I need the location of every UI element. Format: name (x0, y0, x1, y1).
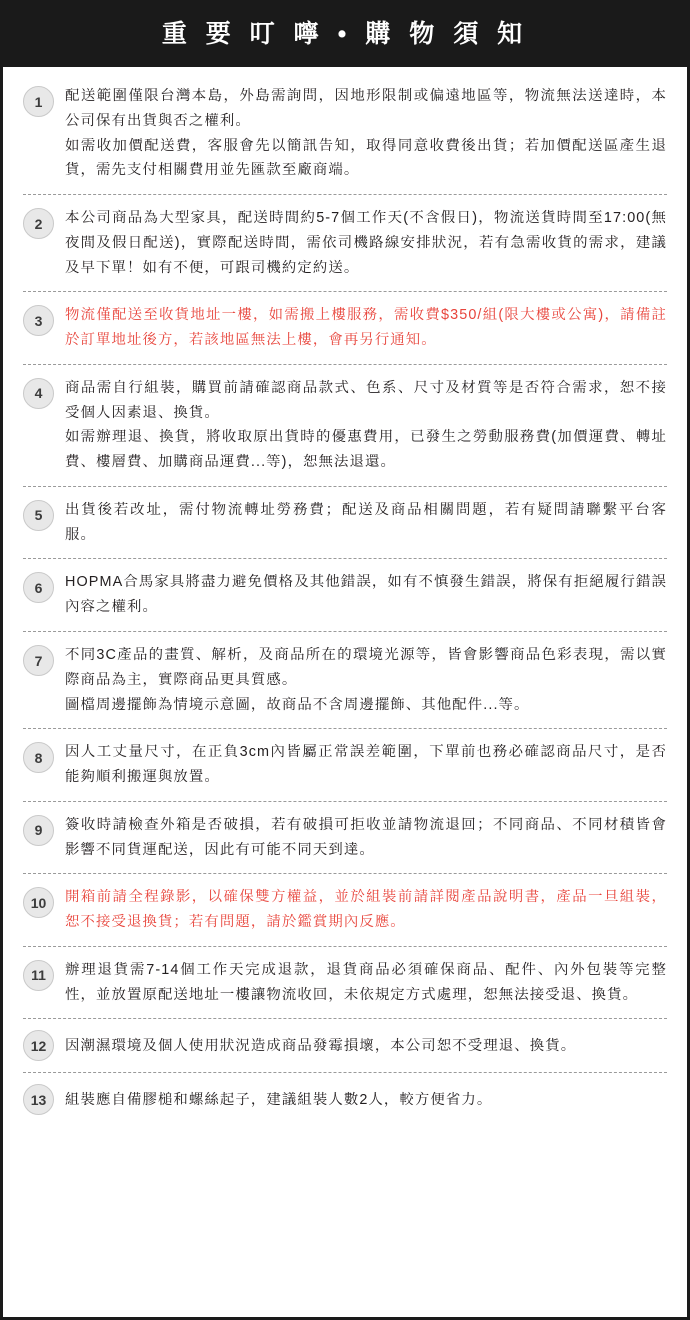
note-line: 簽收時請檢查外箱是否破損，若有破損可拒收並請物流退回；不同商品、不同材積皆會影響不同貨運配送，因此有可能不同天到達。 (65, 816, 667, 858)
note-body (65, 1034, 667, 1059)
note-number-badge: 2 (23, 208, 54, 239)
note-number-badge: 9 (23, 815, 54, 846)
note-line: 出貨後若改址，需付物流轉址勞務費；配送及商品相關問題，若有疑問請聯繫平台客服。 (65, 501, 667, 543)
note-line: 本公司商品為大型家具，配送時間約5-7個工作天(不含假日)，物流送貨時間至17:00(無夜間及假日配送)，實際配送時間，需依司機路線安排狀況，若有急需收貨的需求，建議及早下單！如有不便，可跟司機約定約送。 (65, 210, 667, 276)
note-body (65, 813, 667, 863)
list-item (23, 559, 667, 632)
note-line: 商品需自行組裝，購買前請確認商品款式、色系、尺寸及材質等是否符合需求，恕不接受個人因素退、換貨。 (65, 379, 667, 421)
note-line: 開箱前請全程錄影，以確保雙方權益，並於組裝前請詳閱產品說明書，產品一旦組裝，恕不接受退換貨；若有問題，請於鑑賞期內反應。 (65, 889, 667, 931)
list-item (23, 874, 667, 947)
page-header (3, 3, 687, 67)
note-line: 如需收加價配送費，客服會先以簡訊告知，取得同意收費後出貨；若加價配送區產生退貨，需先支付相關費用並先匯款至廠商端。 (65, 137, 667, 179)
note-number-badge: 13 (23, 1084, 54, 1115)
note-number-badge: 3 (23, 305, 54, 336)
note-line: 物流僅配送至收貨地址一樓，如需搬上樓服務，需收費$350/組(限大樓或公寓)，請備註於訂單地址後方，若該地區無法上樓，會再另行通知。 (65, 307, 667, 349)
note-line: 因潮濕環境及個人使用狀況造成商品發霉損壞，本公司恕不受理退、換貨。 (65, 1037, 577, 1054)
page-title: 重 要 叮 嚀 • 購 物 須 知 (161, 20, 529, 48)
note-number-badge: 12 (23, 1030, 54, 1061)
list-item (23, 729, 667, 802)
note-body (65, 885, 667, 935)
note-line: 圖檔周邊擺飾為情境示意圖，故商品不含周邊擺飾、其他配件...等。 (65, 696, 530, 713)
note-body (65, 84, 667, 183)
note-body (65, 643, 667, 717)
note-number-badge: 10 (23, 887, 54, 918)
list-item (23, 195, 667, 292)
note-line: 不同3C產品的畫質、解析，及商品所在的環境光源等，皆會影響商品色彩表現，需以實際商品為主，實際商品更具質感。 (65, 647, 667, 688)
note-number-badge: 5 (23, 500, 54, 531)
note-number-badge: 6 (23, 572, 54, 603)
list-item (23, 292, 667, 365)
list-item (23, 365, 667, 487)
list-item (23, 1019, 667, 1073)
note-body (65, 303, 667, 353)
note-number-badge: 8 (23, 742, 54, 773)
list-item (23, 1073, 667, 1126)
notes-list (3, 67, 687, 1317)
note-body (65, 206, 667, 280)
note-body (65, 958, 667, 1008)
note-body (65, 376, 667, 475)
note-line: HOPMA合馬家具將盡力避免價格及其他錯誤，如有不慎發生錯誤，將保有拒絕履行錯誤內容之權利。 (65, 574, 667, 616)
note-line: 如需辦理退、換貨，將收取原出貨時的優惠費用，已發生之勞動服務費(加價運費、轉址費、樓層費、加購商品運費...等)，恕無法退還。 (65, 429, 667, 471)
note-number-badge: 1 (23, 86, 54, 117)
note-body (65, 740, 667, 790)
list-item (23, 487, 667, 560)
note-body (65, 570, 667, 620)
list-item (23, 947, 667, 1020)
note-line: 組裝應自備膠槌和螺絲起子，建議組裝人數2人，較方便省力。 (65, 1091, 493, 1108)
note-number-badge: 7 (23, 645, 54, 676)
list-item (23, 73, 667, 195)
note-number-badge: 4 (23, 378, 54, 409)
note-line: 辦理退貨需7-14個工作天完成退款，退貨商品必須確保商品、配件、內外包裝等完整性，並放置原配送地址一樓讓物流收回，未依規定方式處理，恕無法接受退、換貨。 (65, 961, 667, 1003)
note-number-badge: 11 (23, 960, 54, 991)
note-line: 配送範圍僅限台灣本島，外島需詢問，因地形限制或偏遠地區等，物流無法送達時，本公司保有出貨與否之權利。 (65, 88, 667, 129)
note-body (65, 1088, 667, 1113)
note-line: 因人工丈量尺寸，在正負3cm內皆屬正常誤差範圍，下單前也務必確認商品尺寸，是否能夠順利搬運與放置。 (65, 744, 667, 786)
list-item (23, 802, 667, 875)
note-body (65, 498, 667, 548)
list-item (23, 632, 667, 729)
